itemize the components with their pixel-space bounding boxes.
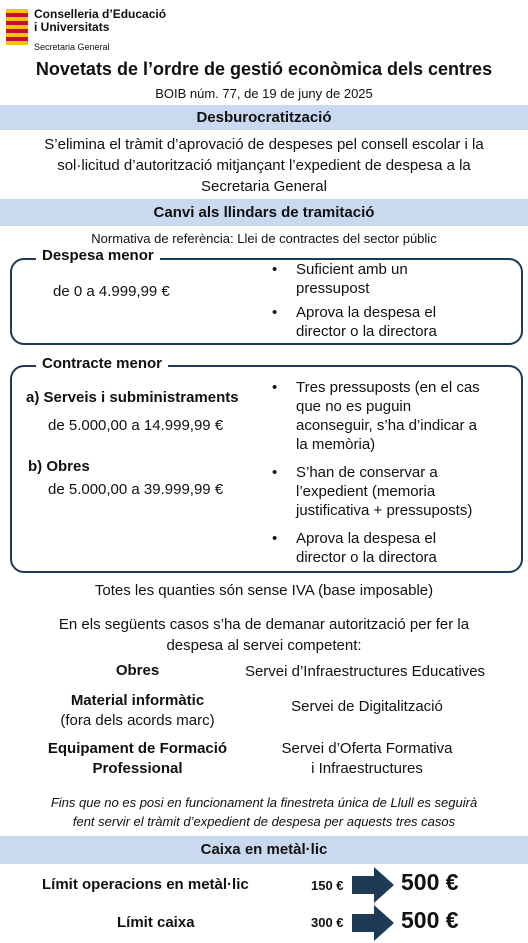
section-heading-desburocratitzacio: Desburocratització bbox=[0, 105, 528, 130]
caixa-row-label: Límit caixa bbox=[117, 914, 195, 931]
llull-note bbox=[0, 793, 528, 831]
desburocratitzacio-line-2: sol·licitud d’autorització mitjançant l’expedient de despesa a la bbox=[57, 157, 471, 174]
serveis-label: a) Serveis i subministraments bbox=[26, 389, 239, 406]
bullet-line: S’han de conservar a bbox=[296, 464, 438, 481]
autoritzacio-intro-line-2: despesa al servei competent: bbox=[166, 637, 362, 654]
bullet-line: Suficient amb un bbox=[296, 261, 408, 278]
desburocratitzacio-text bbox=[0, 134, 528, 197]
row-service-line-1: Servei d’Oferta Formativa bbox=[281, 740, 453, 757]
autoritzacio-intro-line-1: En els següents casos s’ha de demanar autorització per fer la bbox=[58, 616, 470, 633]
contracte-menor-bullet bbox=[272, 378, 517, 456]
normativa-text: Normativa de referència: Llei de contractes del sector públic bbox=[91, 231, 437, 246]
row-label-line-1: Equipament de Formació bbox=[47, 740, 228, 757]
caixa-old-value: 300 € bbox=[311, 915, 344, 930]
page-title: Novetats de l’ordre de gestió econòmica dels centres bbox=[35, 59, 493, 79]
caixa-old-value: 150 € bbox=[311, 878, 344, 893]
row-service-line-2: i Infraestructures bbox=[311, 760, 423, 777]
bullet-line: la memòria) bbox=[296, 436, 376, 453]
bullet-line: aconseguir, s’ha d’indicar a bbox=[296, 417, 477, 434]
section-heading-caixa: Caixa en metàl·lic bbox=[0, 836, 528, 864]
obres-range: de 5.000,00 a 39.999,99 € bbox=[48, 481, 224, 498]
bullet-line: director o la directora bbox=[296, 549, 437, 566]
obres-label: b) Obres bbox=[28, 458, 90, 475]
autoritzacio-row-service: Servei de Digitalització bbox=[291, 698, 443, 715]
caixa-new-value: 500 € bbox=[401, 869, 459, 895]
right-arrow-icon bbox=[352, 905, 394, 941]
bullet-line: l’expedient (memoria bbox=[296, 483, 436, 500]
autoritzacio-row-label bbox=[20, 739, 255, 779]
bullet-line: Aprova la despesa el bbox=[296, 530, 437, 547]
balearic-flag-logo bbox=[6, 9, 28, 45]
despesa-menor-legend: Despesa menor bbox=[36, 247, 160, 264]
contracte-menor-bullet bbox=[272, 529, 517, 567]
bullet-line: pressupost bbox=[296, 280, 370, 297]
bullet-line: que no es puguin bbox=[296, 398, 412, 415]
bullet-dot: • bbox=[272, 379, 278, 396]
desburocratitzacio-line-3: Secretaria General bbox=[201, 178, 327, 195]
contracte-menor-bullet bbox=[272, 463, 517, 521]
caixa-row-label: Límit operacions en metàl·lic bbox=[42, 876, 249, 893]
bullet-dot: • bbox=[272, 304, 278, 321]
bullet-line: justificativa + pressuposts) bbox=[296, 502, 473, 519]
bullet-dot: • bbox=[272, 261, 278, 278]
org-line-2: i Universitats bbox=[34, 20, 110, 34]
bullet-dot: • bbox=[272, 530, 278, 547]
autoritzacio-row-service: Servei d’Infraestructures Educatives bbox=[244, 663, 486, 680]
autoritzacio-intro bbox=[0, 614, 528, 656]
org-subtitle: Secretaria General bbox=[34, 42, 110, 52]
caixa-new-value: 500 € bbox=[401, 907, 459, 933]
org-line-1: Conselleria d’Educació bbox=[34, 7, 167, 21]
row-label-line-1: Material informàtic bbox=[70, 692, 205, 709]
autoritzacio-row-label: Obres bbox=[115, 662, 160, 679]
bullet-line: Tres pressuposts (en el cas bbox=[296, 379, 480, 396]
contracte-menor-legend: Contracte menor bbox=[36, 355, 168, 372]
autoritzacio-row-label bbox=[20, 691, 255, 731]
iva-note: Totes les quanties són sense IVA (base imposable) bbox=[94, 582, 434, 599]
llull-note-line-1: Fins que no es posi en funcionament la finestreta única de Llull es seguirà bbox=[50, 795, 478, 810]
org-name bbox=[34, 8, 166, 34]
bullet-line: Aprova la despesa el bbox=[296, 304, 437, 321]
desburocratitzacio-line-1: S’elimina el tràmit d’aprovació de despeses pel consell escolar i la bbox=[44, 136, 484, 153]
despesa-menor-bullet bbox=[272, 260, 512, 298]
row-label-line-2: (fora dels acords marc) bbox=[60, 712, 215, 729]
despesa-menor-bullet bbox=[272, 303, 512, 341]
page-subtitle: BOIB núm. 77, de 19 de juny de 2025 bbox=[155, 86, 373, 101]
serveis-range: de 5.000,00 a 14.999,99 € bbox=[48, 417, 224, 434]
right-arrow-icon bbox=[352, 867, 394, 903]
row-label-line-2: Professional bbox=[92, 760, 183, 777]
section-heading-llindars: Canvi als llindars de tramitació bbox=[0, 199, 528, 226]
llull-note-line-2: fent servir el tràmit d’expedient de despesa per aquests tres casos bbox=[72, 814, 456, 829]
despesa-menor-range: de 0 a 4.999,99 € bbox=[53, 283, 170, 300]
bullet-line: director o la directora bbox=[296, 323, 437, 340]
autoritzacio-row-service bbox=[222, 739, 512, 779]
bullet-dot: • bbox=[272, 464, 278, 481]
